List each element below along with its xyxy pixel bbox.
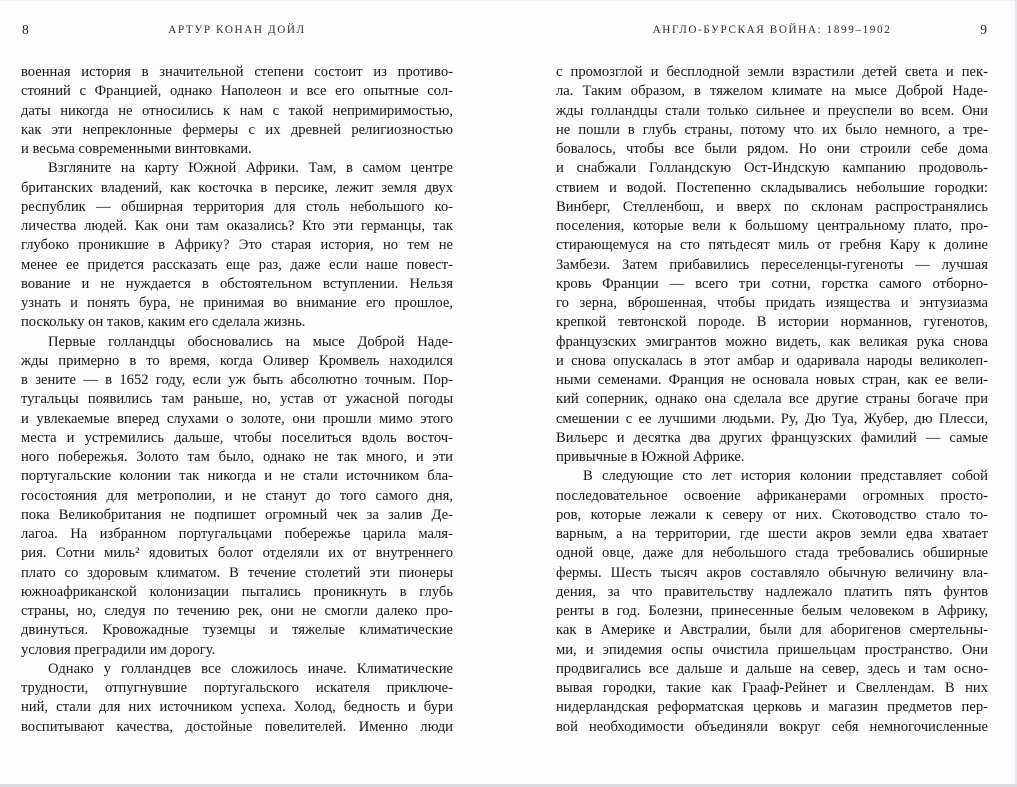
page-left: [21, 24, 453, 737]
text-line: даты никогда не относились к нам с такой непримиримостью,: [21, 102, 453, 119]
text-line: вой необходимости объединяли вокруг себя немногочисленные: [556, 718, 988, 735]
text-line: ными семенами. Франция не основала новых стран, как ее вели-: [556, 372, 988, 388]
text-line: республик — обширная территория для столь небольшого ко-: [21, 198, 453, 215]
text-line: португальские колонии так никогда и не стали источником бла-: [21, 468, 453, 485]
text-line: лагоа. На избранном португальцами побережье царила маля-: [21, 526, 453, 542]
running-head-left-title: АРТУР КОНАН ДОЙЛ: [168, 24, 306, 36]
running-header-right: [556, 24, 988, 39]
text-line: и весьма современными винтовками.: [21, 141, 252, 157]
paragraph: [556, 63, 988, 467]
text-line: южноафриканской колонизации пытались проникнуть в глубь: [21, 583, 453, 600]
page-number-left: 8: [22, 22, 29, 37]
text-line: кровь Франции — всего три сотни, горстка самого отборно-: [556, 275, 988, 292]
text-line: с промозглой и бесплодной земли взрастили детей света и пек-: [556, 64, 988, 80]
text-line: британских владений, как косточка в персике, лежит земля двух: [21, 179, 453, 196]
text-line: вывая городки, такие как Грааф-Рейнет и Свеллендам. В них: [556, 680, 988, 696]
text-line: жды примерно в то время, когда Оливер Кромвель находился: [21, 352, 453, 369]
text-line: В следующие сто лет история колонии представляет собой: [583, 468, 988, 485]
page-number-right: 9: [980, 22, 987, 37]
text-line: рия. Сотни миль² ядовитых болот отделяли их от внутреннего: [21, 545, 453, 562]
text-line: Однако у голландцев все сложилось иначе. Климатические: [48, 660, 453, 677]
text-line: Винберг, Стелленбош, и вверх по склонам распространялись: [556, 198, 988, 215]
running-head-right-title: АНГЛО-БУРСКАЯ ВОЙНА: 1899–1902: [652, 24, 892, 36]
text-line: трудности, отпугнувшие португальского искателя приключе-: [21, 680, 453, 696]
text-line: ний, стали для них источником успеха. Холод, бедность и бури: [21, 699, 453, 716]
text-line: го зерна, вброшенная, чтобы придать изящества и энтузиазма: [556, 295, 988, 311]
text-line: нидерландская реформатская церковь и магазин предметов пер-: [556, 699, 988, 716]
text-line: и снабжали Голландскую Ост-Индскую кампанию продоволь-: [556, 160, 988, 177]
text-line: смешении с ее лучшими людьми. Ру, Дю Туа, Жубер, дю Плесси,: [556, 410, 988, 427]
page-right: [556, 24, 988, 737]
paragraph: [21, 63, 453, 159]
text-line: пока Великобритания не подпишет огромный чек за залив Де-: [21, 506, 453, 523]
text-line: жды голландцы стали только сильнее и преуспели во всем. Они: [556, 102, 988, 119]
text-line: места и устремились дальше, чтобы поселиться вдоль восточ-: [21, 429, 453, 446]
running-header-left: [21, 24, 453, 39]
text-line: фермы. Шесть тысяч акров составляло обычную величину вла-: [556, 564, 988, 581]
text-line: военная история в значительной степени состоит из противо-: [21, 64, 453, 80]
text-line: госостояния для метрополии, и не станут до того самого дня,: [21, 487, 453, 504]
text-line: Первые голландцы обосновались на мысе Доброй Наде-: [48, 333, 453, 350]
text-line: дения, за что правительству надлежало платить пять фунтов: [556, 583, 988, 600]
text-line: Взгляните на карту Южной Африки. Там, в самом центре: [48, 160, 453, 177]
text-line: ствием и водой. Постепенно складывались небольшие городки:: [556, 179, 988, 196]
text-line: страны, но, следуя по течению рек, они не смогли далеко про-: [21, 603, 453, 619]
text-line: продвигались все дальше и дальше на север, здесь и там осно-: [556, 660, 988, 677]
paragraph: [21, 159, 453, 332]
text-line: привычные в Южной Африке.: [556, 449, 745, 465]
text-line: ми, и эпидемия оспы очистила пришельцам пространство. Они: [556, 641, 988, 658]
text-line: тугальцы появились там раньше, но, устав от ужасной погоды: [21, 391, 453, 408]
text-line: поскольку он таков, каким его сделала жизнь.: [21, 314, 306, 331]
text-line: двинуться. Кровожадные туземцы и тяжелые климатические: [21, 622, 453, 639]
text-line: в зените — в 1652 году, если уж быть абсолютно точным. Пор-: [21, 372, 453, 388]
text-line: воспитывают качества, достойные повелителей. Именно люди: [21, 718, 453, 735]
text-line: условия преградили им дорогу.: [21, 641, 216, 658]
text-line: узнать и понять бура, не принимая во внимание его прошлое,: [21, 295, 453, 311]
text-line: не пошли в глубь страны, потому что их было немного, а тре-: [556, 121, 988, 138]
page-body-right: [556, 63, 988, 737]
text-line: стирающемуся на сто пятьдесят миль от гребня Кару к долине: [556, 237, 988, 254]
text-line: ла. Таким образом, в тяжелом климате на мысе Доброй Наде-: [556, 83, 988, 100]
text-line: одной овце, даже для небольшого стада требовались обширные: [556, 545, 988, 562]
page-body-left: [21, 63, 453, 737]
text-line: менее ее придется рассказать еще раз, даже если наше повест-: [21, 256, 453, 273]
text-line: Вильерс и десятка два других французских фамилий — самые: [556, 429, 988, 446]
text-line: ров, которые лежали к северу от них. Скотоводство стало то-: [556, 506, 988, 523]
text-line: крепкой тевтонской породе. В истории норманнов, гугенотов,: [556, 314, 988, 331]
text-line: ного побережья. Золото там было, однако не так много, и эти: [21, 449, 453, 465]
text-line: бовалось, чтобы все были рядом. Но они строили себе дома: [556, 141, 988, 157]
paragraph: [21, 333, 453, 660]
text-line: глубоко проникшие в Африку? Это старая история, но тем не: [21, 237, 453, 254]
text-line: как в Америке и Австралии, были для аборигенов смертельны-: [556, 622, 988, 639]
text-line: вование и не нуждается в обстоятельном вступлении. Нельзя: [21, 275, 453, 292]
text-line: поселения, которые вели к большому центральному плато, про-: [556, 218, 988, 234]
text-line: ренты в год. Болезни, принесенные белым человеком в Африку,: [556, 603, 988, 619]
text-line: как эти непреклонные фермеры с их древней религиозностью: [21, 121, 453, 138]
paragraph: [556, 467, 988, 737]
text-line: последовательное освоение африканерами огромных просто-: [556, 487, 988, 504]
text-line: плато со здоровым климатом. В течение столетий эти пионеры: [21, 564, 453, 581]
text-line: кий соперник, однако она сделала все другие страны богаче при: [556, 391, 988, 408]
text-line: и увлекаемые вперед слухами о золоте, они прошли мимо этого: [21, 410, 453, 427]
text-line: Замбези. Затем прибавились переселенцы-гугеноты — лучшая: [556, 256, 988, 273]
text-line: стояний с Францией, однако Наполеон и все его опытные сол-: [21, 83, 453, 100]
text-line: французских эмигрантов можно видеть, как великая рука снова: [556, 333, 988, 350]
text-line: личества людей. Как они там оказались? Кто эти германцы, так: [21, 218, 453, 234]
text-line: и снова опускалась в этот амбар и одаривала народы великолеп-: [556, 352, 988, 369]
text-line: варным, а на территории, где шести акров земли едва хватает: [556, 526, 988, 542]
paragraph: [21, 660, 453, 737]
